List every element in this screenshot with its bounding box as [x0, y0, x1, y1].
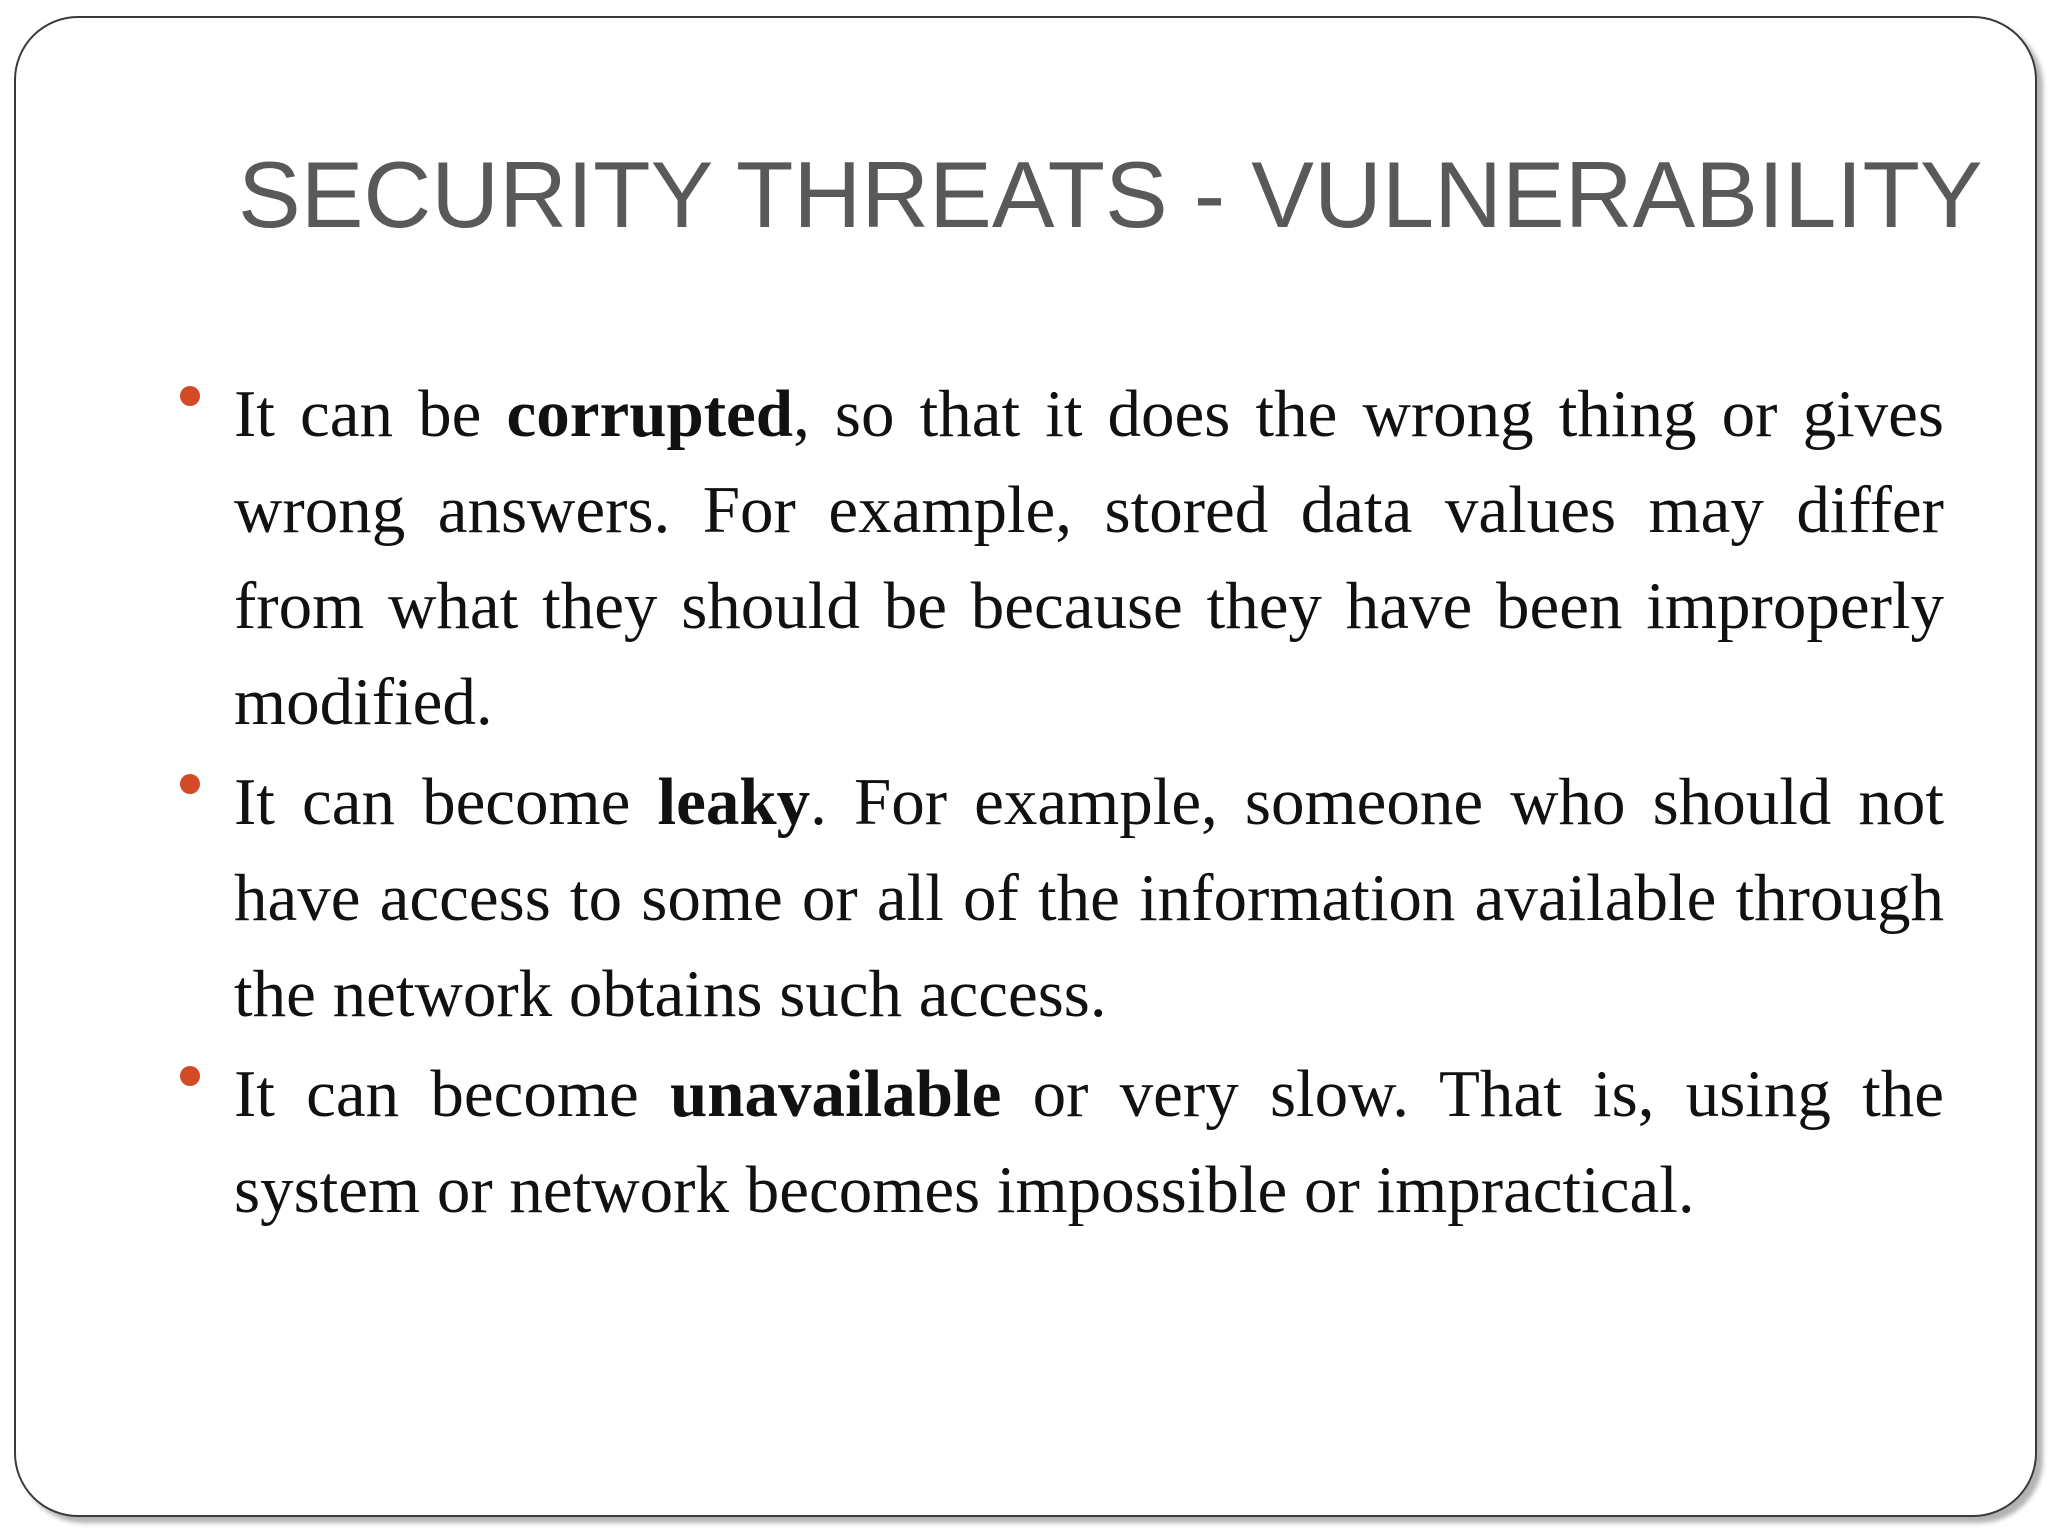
bullet-text-before: It can be [234, 377, 507, 451]
bullet-dot-icon [180, 774, 200, 794]
bullet-text-before: It can become [234, 1057, 670, 1131]
bullet-item-leaky [234, 754, 1944, 1042]
bullet-text-after: , so that it does the wrong thing or gives wrong answers. For example, stored data values may differ from what they should be because they have been improperly modified. [234, 377, 1944, 739]
bullet-keyword: corrupted [506, 377, 794, 451]
bullet-dot-icon [180, 386, 200, 406]
bullet-keyword: unavailable [669, 1057, 1002, 1131]
bullet-dot-icon [180, 1066, 200, 1086]
bullet-list [234, 366, 1944, 1242]
bullet-item-unavailable [234, 1046, 1944, 1238]
bullet-keyword: leaky [657, 765, 811, 839]
slide-frame [14, 16, 2037, 1517]
bullet-text-after: or very slow. That is, using the system or network becomes impossible or impractical. [234, 1057, 1944, 1227]
bullet-item-corrupted [234, 366, 1944, 750]
bullet-text-before: It can become [234, 765, 658, 839]
slide-title: SECURITY THREATS - VULNERABILITY [238, 142, 1983, 247]
bullet-text-after: . For example, someone who should not have access to some or all of the information available through the network obtains such access. [234, 765, 1945, 1031]
